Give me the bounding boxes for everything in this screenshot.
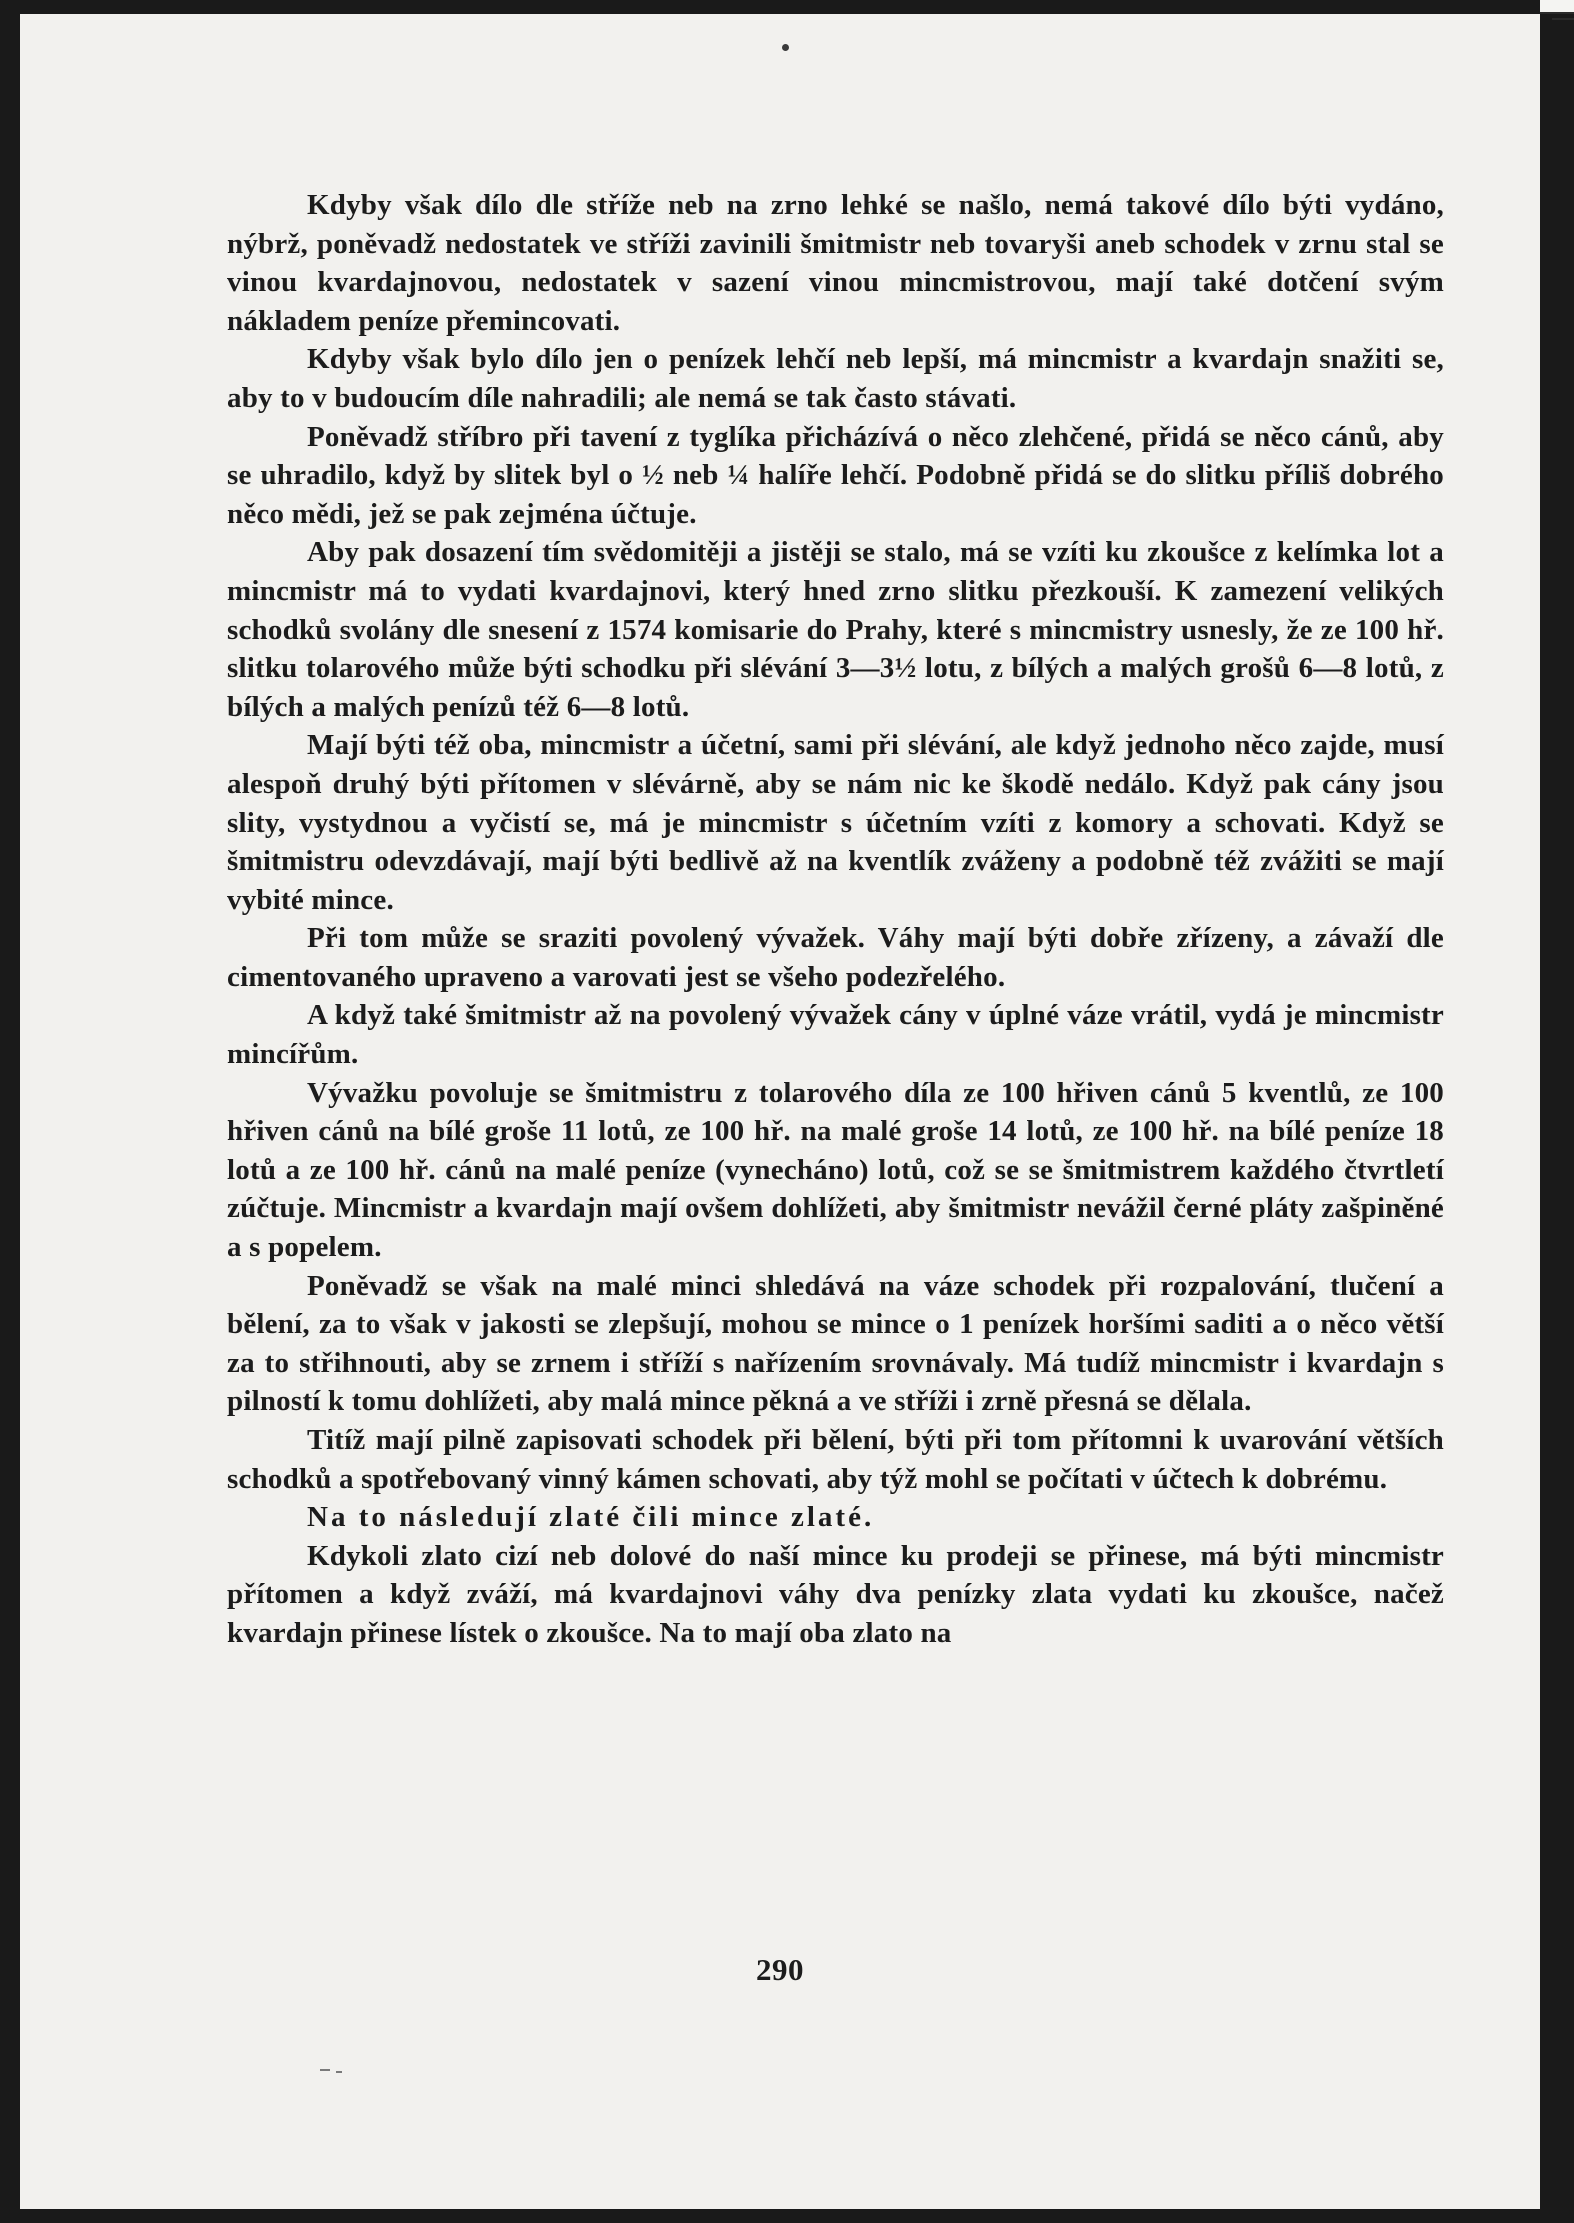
page-number: 290 [756,1952,804,1987]
paragraph: Kdykoli zlato cizí neb dolové do naší mince ku prodeji se přinese, má býti mincmistr přítomen a když zváží, má kvardajnovi váhy dva penízky zlata vydati ku zkoušce, načež kvardajn přinese lístek o zkoušce. Na to mají oba zlato na [227,1539,1444,1649]
paragraph: Poněvadž stříbro při tavení z tyglíka přicházívá o něco zlehčené, přidá se něco cánů, aby se uhradilo, když by slitek byl o ½ neb ¼ halíře lehčí. Podobně přidá se do slitku příliš dobrého něco mědi, jež se pak zejména účtuje. [227,420,1444,530]
book-page [20,14,1540,2209]
paragraph: A když také šmitmistr až na povolený vývažek cány v úplné váze vrátil, vydá je mincmistr mincířům. [227,999,1444,1071]
paragraph: Aby pak dosazení tím svědomitěji a jistěji se stalo, má se vzíti ku zkoušce z kelímka lot a mincmistr má to vydati kvardajnovi, který hned zrno slitku přezkouší. K zamezení velikých schodků svolány dle snesení z 1574 komisarie do Prahy, které s mincmistry usnesly, že ze 100 hř. slitku tolarového může býti schodku při slévání 3—3½ lotu, z bílých a malých grošů 6—8 lotů, z bílých a malých penízů též 6—8 lotů. [227,536,1444,723]
ink-speck [336,2071,342,2073]
paragraph: Titíž mají pilně zapisovati schodek při bělení, býti při tom přítomni k uvarování větších schodků a spotřebovaný vinný kámen schovati, aby týž mohl se počítati v účtech k dobrému. [227,1424,1444,1495]
scan-edge-mark [1540,12,1574,14]
scan-edge-mark [1552,18,1574,20]
ink-speck [320,2069,330,2071]
paragraph: Vývažku povoluje se šmitmistru z tolarového díla ze 100 hřiven cánů 5 kventlů, ze 100 hřiven cánů na bílé groše 11 lotů, ze 100 hř. na malé groše 14 lotů, ze 100 hř. na bílé peníze 18 lotů a ze 100 hř. cánů na malé peníze (vynecháno) lotů, což se se šmitmistrem každého čtvrtletí zúčtuje. Mincmistr a kvardajn mají ovšem dohlížeti, aby šmitmistr nevážil černé pláty zašpiněné a s popelem. [227,1076,1444,1264]
paragraph: Poněvadž se však na malé minci shledává na váze schodek při rozpalování, tlučení a bělení, za to však v jakosti se zlepšují, mohou se mince o 1 penízek horšími saditi a o něco větší za to střihnouti, aby se zrnem i stříží s nařízením srovnávaly. Má tudíž mincmistr i kvardajn s pilností k tomu dohlížeti, aby malá mince pěkná a ve stříži i zrně přesná se dělala. [227,1269,1444,1418]
paragraph: Mají býti též oba, mincmistr a účetní, sami při slévání, ale když jednoho něco zajde, musí alespoň druhý býti přítomen v slévárně, aby se nám nic ke škodě nedálo. Když pak cány jsou slity, vystydnou a vyčistí se, má je mincmistr s účetním vzíti z komory a schovati. Když se šmitmistru odevzdávají, mají býti bedlivě až na kventlík zváženy a podobně též zvážiti se mají vybité mince. [227,729,1444,916]
paragraph: Kdyby však bylo dílo jen o penízek lehčí neb lepší, má mincmistr a kvardajn snažiti se, aby to v budoucím díle nahradili; ale nemá se tak často stávati. [227,343,1444,414]
paragraph: Při tom může se sraziti povolený vývažek. Váhy mají býti dobře zřízeny, a závaží dle cimentovaného upraveno a varovati jest se všeho podezřelého. [227,922,1444,993]
ink-dot [782,44,789,51]
section-heading: Na to následují zlaté čili mince zlaté. [307,1501,875,1534]
paragraph: Kdyby však dílo dle stříže neb na zrno lehké se našlo, nemá takové dílo býti vydáno, nýbrž, poněvadž nedostatek ve stříži zavinili šmitmistr neb tovaryši aneb schodek v zrnu stal se vinou kvardajnovou, nedostatek v sazení vinou mincmistrovou, mají také dotčení svým nákladem peníze přemincovati. [227,189,1444,337]
body-text [227,186,1444,1653]
